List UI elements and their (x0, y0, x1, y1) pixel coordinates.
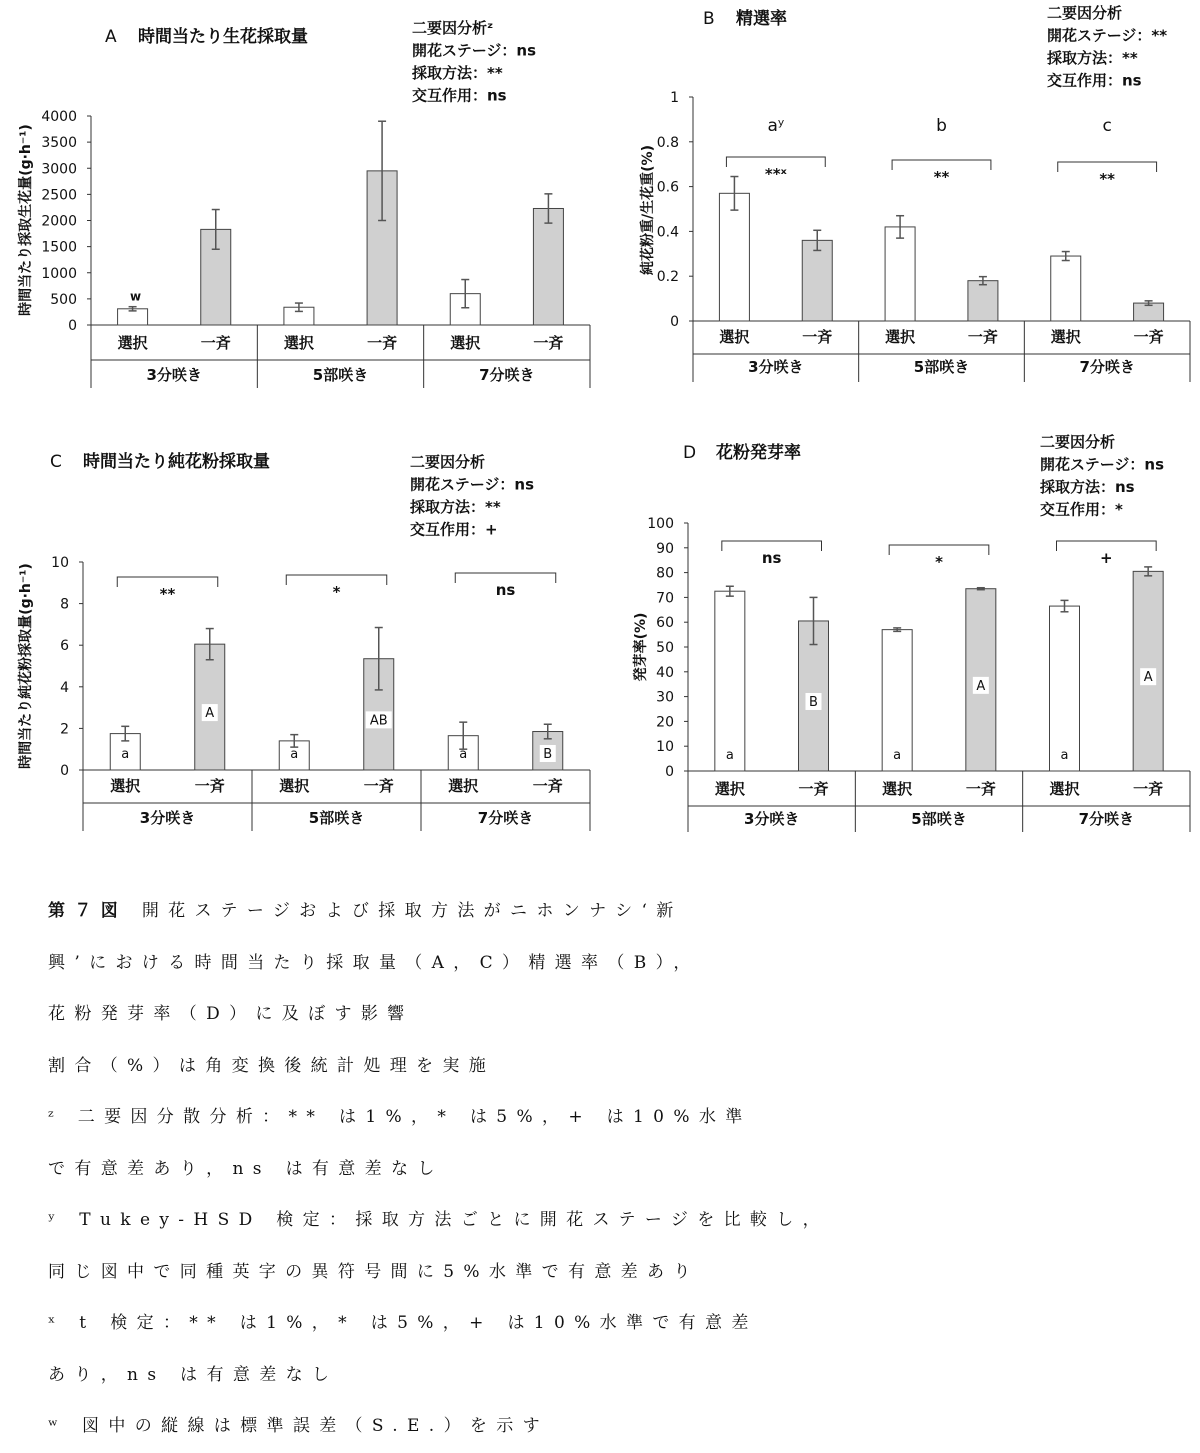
group-label: 3分咲き (748, 358, 804, 376)
category-label: 選択 (719, 328, 750, 346)
anova-line: 交互作用：ns (412, 86, 507, 105)
significance-label: + (1100, 549, 1113, 567)
group-label: 5部咲き (913, 358, 970, 376)
group-label: 7分咲き (1079, 358, 1135, 376)
y-axis-label: 発芽率(%) (633, 612, 649, 682)
significance-label: ns (761, 549, 782, 567)
category-label: 選択 (279, 777, 310, 795)
category-label: 一斉 (532, 777, 563, 795)
caption-line: ʷ 図中の縦線は標準誤差（S.E.）を示す (48, 1416, 549, 1436)
bar (802, 240, 832, 321)
y-tick-label: 40 (656, 664, 674, 681)
anova-line: 交互作用：+ (410, 520, 498, 539)
caption-line: ˣ t 検定：** は1%，* は5%，+ は10%水準で有意差 (48, 1313, 758, 1333)
anova-line: 開花ステージ：ns (410, 475, 535, 494)
y-tick-label: 4 (60, 679, 69, 696)
y-tick-label: 0.8 (656, 134, 679, 151)
bar-letter: B (543, 747, 553, 762)
significance-label: * (332, 583, 341, 601)
bar-letter: a (121, 747, 130, 762)
bar-letter: A (205, 706, 215, 722)
group-letter: aʸ (767, 116, 785, 136)
y-tick-label: 50 (656, 640, 674, 656)
y-tick-label: 3500 (41, 135, 77, 152)
category-label: 選択 (882, 780, 913, 798)
category-label: 一斉 (1133, 328, 1164, 346)
bar-letter: a (1060, 748, 1069, 763)
category-label: 選択 (714, 780, 745, 798)
group-label: 5部咲き (308, 809, 365, 827)
caption-line: あり，ns は有意差なし (48, 1364, 339, 1385)
category-label: 選択 (450, 334, 481, 352)
bar (1050, 606, 1080, 771)
bar (885, 227, 915, 321)
anova-line: 二要因分析 (410, 453, 486, 471)
group-label: 7分咲き (479, 366, 535, 384)
panel-title: 時間当たり生花採取量 (138, 27, 308, 47)
y-tick-label: 0 (60, 763, 69, 779)
bar-letter: a (459, 747, 468, 762)
y-axis-label: 時間当たり採取生花量(g·h⁻¹) (18, 124, 34, 316)
panel-title: 花粉発芽率 (716, 443, 801, 463)
y-tick-label: 4000 (41, 109, 77, 125)
category-label: 選択 (1050, 328, 1081, 346)
significance-label: ** (933, 168, 950, 186)
caption-line: 興’における時間当たり採取量（A，C）精選率（B）， (48, 952, 700, 973)
group-label: 7分咲き (477, 809, 534, 827)
category-label: 一斉 (1133, 780, 1164, 798)
anova-line: 二要因分析 (1040, 433, 1116, 451)
y-tick-label: 2 (60, 721, 69, 738)
y-tick-label: 3000 (41, 161, 77, 178)
category-label: 選択 (1049, 780, 1080, 798)
category-label: 一斉 (798, 780, 829, 798)
y-tick-label: 1000 (41, 265, 77, 282)
y-tick-label: 2000 (41, 213, 77, 230)
anova-line: 採取方法：** (1047, 49, 1138, 67)
y-tick-label: 80 (656, 565, 674, 582)
group-label: 3分咲き (146, 366, 202, 384)
category-label: 一斉 (200, 334, 231, 352)
group-letter: c (1102, 116, 1112, 136)
bar-letter: A (976, 678, 986, 694)
panel-title: 精選率 (736, 9, 787, 29)
group-letter: b (936, 116, 947, 136)
anova-line: 開花ステージ：** (1047, 26, 1168, 45)
y-tick-label: 20 (656, 714, 674, 731)
anova-line: 二要因分析 (1047, 4, 1123, 22)
bar-letter: B (809, 694, 818, 710)
bar-letter: A (1143, 670, 1153, 686)
category-label: 一斉 (965, 780, 996, 798)
y-tick-label: 30 (656, 689, 674, 706)
significance-label: ** (159, 585, 176, 603)
y-tick-label: 0.2 (656, 269, 679, 286)
anova-line: 採取方法：** (410, 498, 501, 516)
category-label: 選択 (885, 328, 916, 346)
y-axis-label: 時間当たり純花粉採取量(g·h⁻¹) (18, 563, 34, 769)
caption-line: ᶻ 二要因分散分析：** は1%，* は5%，+ は10%水準 (48, 1107, 752, 1127)
bar (533, 208, 563, 325)
panel-label: A (105, 27, 117, 47)
significance-label: ** (1099, 170, 1116, 188)
y-tick-label: 1 (670, 90, 679, 106)
y-tick-label: 8 (60, 596, 69, 613)
caption-line: 同じ図中で同種英字の異符号間に5%水準で有意差あり (48, 1261, 700, 1282)
y-tick-label: 10 (51, 555, 69, 571)
group-label: 3分咲き (743, 810, 800, 828)
y-axis-label: 純花粉重/生花重(%) (640, 145, 656, 275)
bar (968, 281, 998, 321)
category-label: 一斉 (363, 777, 394, 795)
bar (715, 591, 745, 771)
category-label: 選択 (448, 777, 479, 795)
y-tick-label: 6 (60, 638, 69, 655)
y-tick-label: 0 (670, 314, 679, 330)
panel-title: 時間当たり純花粉採取量 (83, 452, 270, 472)
anova-line: 採取方法：** (412, 64, 503, 82)
panel-label: D (683, 443, 697, 463)
caption-line: で有意差あり，ns は有意差なし (48, 1158, 444, 1179)
bar (719, 193, 749, 321)
anova-line: 交互作用：ns (1047, 71, 1142, 90)
caption-line: 花粉発芽率（D）に及ぼす影響 (48, 1004, 414, 1024)
caption-line: 割合（%）は角変換後統計処理を実施 (48, 1055, 496, 1076)
y-tick-label: 100 (647, 516, 674, 532)
significance-label: * (935, 553, 943, 571)
bar-letter: a (893, 748, 902, 763)
category-label: 選択 (110, 777, 141, 795)
significance-label: **ˣ (764, 165, 787, 183)
y-tick-label: 0.4 (656, 224, 679, 241)
anova-line: 開花ステージ：ns (1040, 455, 1165, 474)
y-tick-label: 0 (665, 764, 674, 780)
caption-line: ʸ Tukey-HSD 検定：採取方法ごとに開花ステージを比較し， (48, 1210, 829, 1230)
category-label: 選択 (283, 334, 314, 352)
anova-line: 交互作用：* (1040, 500, 1123, 519)
bar-letter: a (290, 747, 299, 762)
category-label: 選択 (117, 334, 148, 352)
category-label: 一斉 (367, 334, 398, 352)
category-label: 一斉 (533, 334, 564, 352)
y-tick-label: 1500 (41, 239, 77, 256)
y-tick-label: 10 (656, 739, 674, 756)
y-tick-label: 0.6 (656, 179, 679, 196)
y-tick-label: 60 (656, 615, 674, 632)
group-label: 7分咲き (1078, 810, 1135, 828)
group-label: 3分咲き (139, 809, 196, 827)
y-tick-label: 70 (656, 590, 674, 607)
caption-line: 第７図 開花ステージおよび採取方法がニホンナシ‘新 (48, 901, 683, 921)
anova-line: 二要因分析ᶻ (412, 19, 494, 37)
category-label: 一斉 (967, 328, 998, 346)
significance-label: ns (495, 581, 516, 599)
panel-label: B (703, 9, 715, 29)
y-tick-label: 2500 (41, 187, 77, 204)
bar-letter: a (725, 748, 734, 763)
figure-caption (48, 886, 829, 1453)
group-label: 5部咲き (911, 810, 967, 828)
bar-note: w (130, 289, 142, 304)
category-label: 一斉 (802, 328, 833, 346)
anova-line: 開花ステージ：ns (412, 41, 537, 60)
y-tick-label: 0 (68, 318, 77, 334)
group-label: 5部咲き (312, 366, 369, 384)
y-tick-label: 500 (50, 291, 77, 308)
anova-line: 採取方法：ns (1040, 478, 1135, 496)
bar-letter: AB (369, 713, 388, 729)
category-label: 一斉 (194, 777, 225, 795)
y-tick-label: 90 (656, 540, 674, 557)
panel-label: C (50, 452, 62, 472)
bar (1051, 256, 1081, 321)
